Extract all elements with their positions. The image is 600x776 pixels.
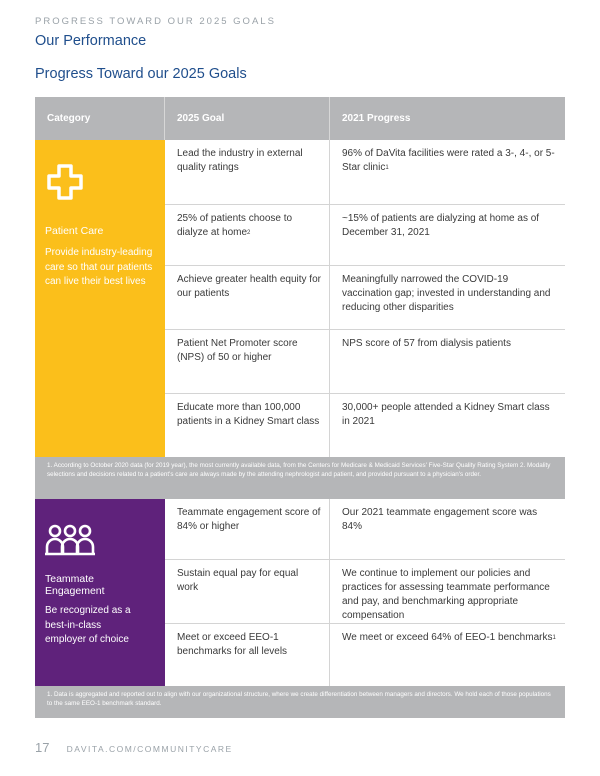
goal-cell: Teammate engagement score of 84% or higher xyxy=(165,499,330,559)
page-title: Our Performance xyxy=(35,33,147,49)
table-row xyxy=(165,394,565,457)
progress-cell: 30,000+ people attended a Kidney Smart class in 2021 xyxy=(342,402,550,427)
table-row xyxy=(165,624,565,686)
column-header-goal: 2025 Goal xyxy=(165,97,330,140)
progress-cell: ~15% of patients are dialyzing at home as of December 31, 2021 xyxy=(342,213,540,238)
page-footer xyxy=(35,740,233,755)
table-row xyxy=(165,560,565,624)
category-description: Be recognized as a best-in-class employer of choice xyxy=(45,605,131,645)
progress-cell: We continue to implement our policies and practices for assessing teammate performance and pay, and benchmarking appropriate compensation xyxy=(342,568,550,621)
goals-table xyxy=(35,97,565,718)
table-row xyxy=(165,330,565,394)
patient-care-section xyxy=(35,140,565,457)
goal-cell: Meet or exceed EEO-1 benchmarks for all levels xyxy=(165,624,330,686)
column-header-category: Category xyxy=(35,97,165,140)
page-number: 17 xyxy=(35,740,50,755)
progress-cell: 96% of DaVita facilities were rated a 3-, 4-, or 5-Star clinic$^1$ xyxy=(342,148,555,173)
table-row xyxy=(165,140,565,205)
teammate-engagement-section xyxy=(35,499,565,686)
teammate-category xyxy=(35,499,165,686)
section-title: Progress Toward our 2025 Goals xyxy=(35,66,247,82)
progress-cell: We meet or exceed 64% of EEO-1 benchmarks$^1$ xyxy=(342,632,556,643)
people-icon xyxy=(45,523,95,557)
goal-cell: Achieve greater health equity for our patients xyxy=(165,266,330,329)
footnote-ref: 2 xyxy=(247,230,251,236)
table-row xyxy=(165,205,565,266)
category-title: Teammate Engagement xyxy=(45,573,105,597)
footnote-ref: 1 xyxy=(552,635,556,641)
progress-cell: Meaningfully narrowed the COVID-19 vaccination gap; invested in understanding and reducing other disparities xyxy=(342,274,551,313)
plus-icon xyxy=(45,162,85,202)
table-row xyxy=(165,499,565,560)
table-row xyxy=(165,266,565,330)
progress-cell: Our 2021 teammate engagement score was 84% xyxy=(342,507,538,532)
category-title: Patient Care xyxy=(45,225,104,237)
goal-cell: Lead the industry in external quality ratings xyxy=(165,140,330,204)
goal-cell: Sustain equal pay for equal work xyxy=(165,560,330,623)
footnote-ref: 1 xyxy=(385,165,389,171)
goal-cell: Educate more than 100,000 patients in a Kidney Smart class xyxy=(165,394,330,457)
table-header xyxy=(35,97,565,140)
goal-cell: Patient Net Promoter score (NPS) of 50 or higher xyxy=(165,330,330,393)
progress-cell: NPS score of 57 from dialysis patients xyxy=(342,338,511,349)
patient-care-category xyxy=(35,140,165,457)
category-description: Provide industry-leading care so that our patients can live their best lives xyxy=(45,247,153,287)
teammate-footnote: 1. Data is aggregated and reported out to align with our organizational structure, where we create differentiation between managers and directors. We hold each of those populations to the same EEO-1 benchmark standard. xyxy=(35,686,565,718)
column-header-progress: 2021 Progress xyxy=(342,113,411,124)
goal-cell: 25% of patients choose to dialyze at home$^2$ xyxy=(165,205,330,265)
footer-link[interactable]: DAVITA.COM/COMMUNITYCARE xyxy=(66,744,233,754)
patient-care-footnote: 1. According to October 2020 data (for 2019 year), the most currently available data, from the Centers for Medicare & Medicaid Services' Five-Star Quality Rating System 2. Modality selections and decisions related to a patient's care are always made by the attending nephrologist and patient, and provided pursuant to a physician's order. xyxy=(35,457,565,499)
eyebrow: PROGRESS TOWARD OUR 2025 GOALS xyxy=(35,16,276,27)
